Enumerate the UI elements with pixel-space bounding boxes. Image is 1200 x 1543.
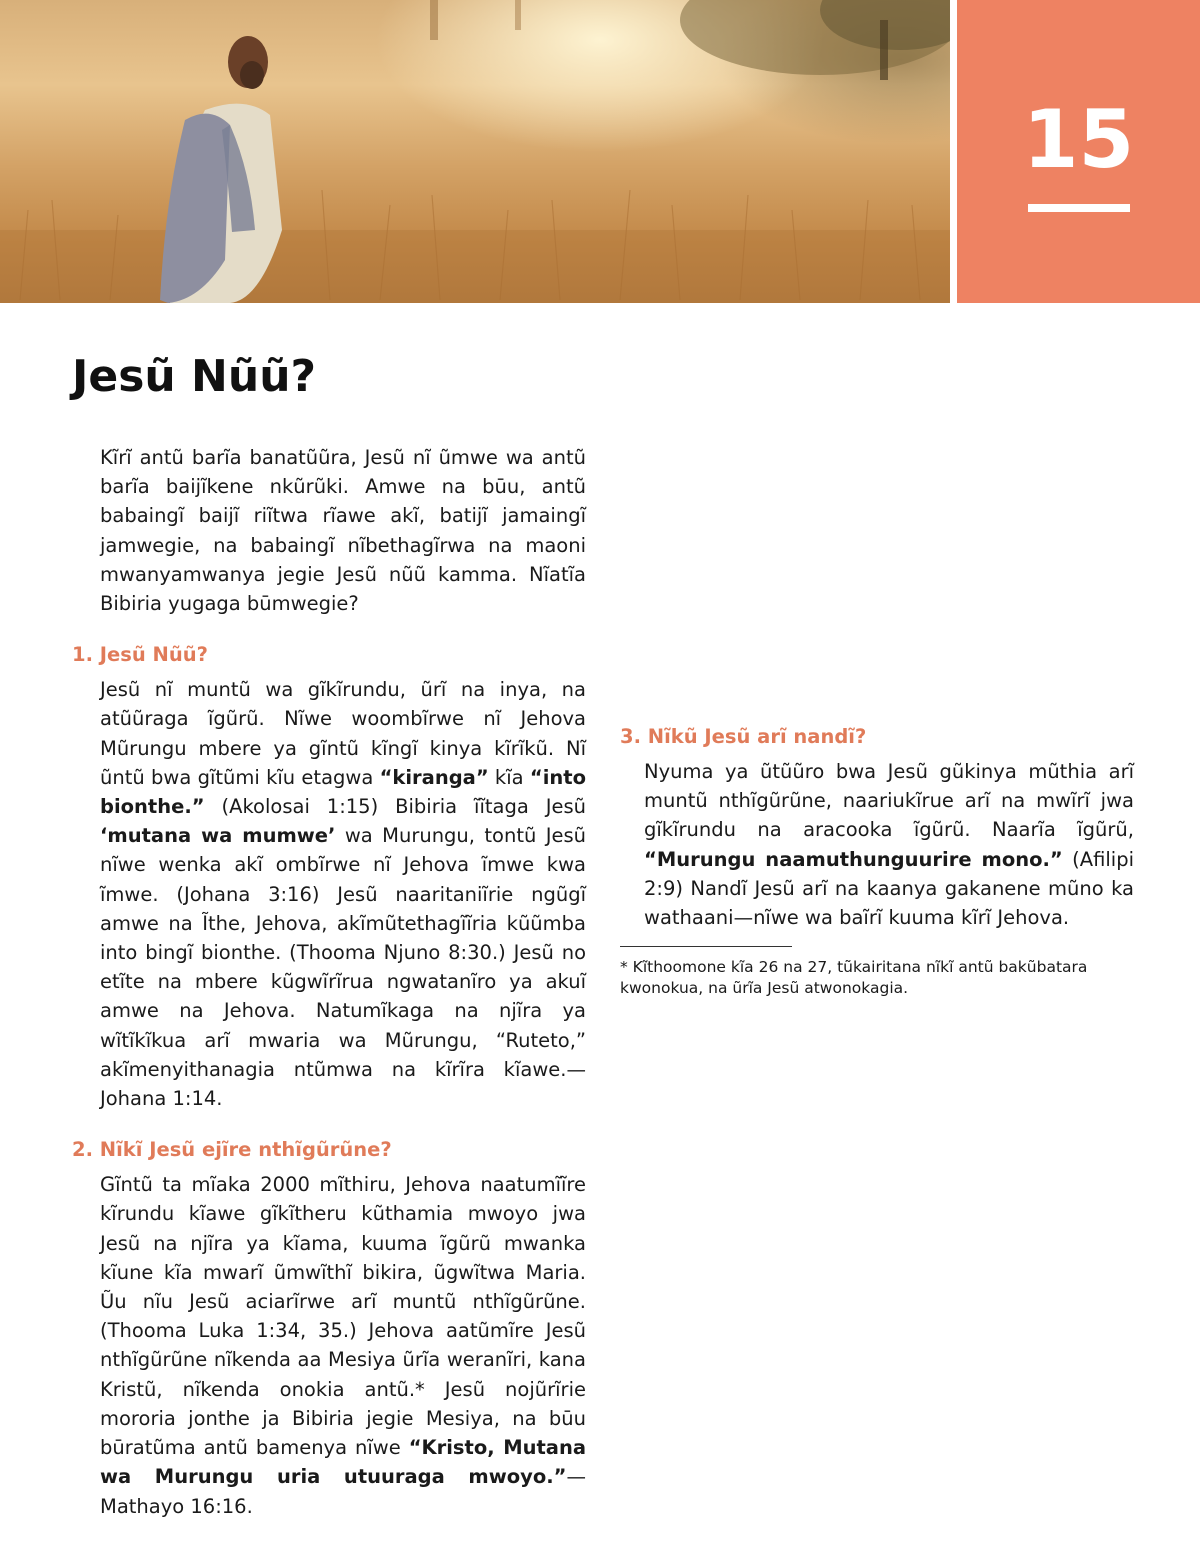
intro-paragraph: Kĩrĩ antũ barĩa banatũũra, Jesũ nĩ ũmwe wa antũ barĩa baijĩkene nkũrũki. Amwe na būu, antũ babaingĩ baijĩ riĩtwa rĩawe akĩ, batijĩ jamaingĩ jamwegie, na babaingĩ nĩbethagĩrwa na maoni mwanyamwanya jegie Jesũ nũũ kamma. Nĩatĩa Bibiria yugaga būmwegie? xyxy=(100,446,586,616)
chapter-number-box xyxy=(957,0,1200,303)
section-3-heading: 3. Nĩkũ Jesũ arĩ nandĩ? xyxy=(620,725,867,748)
section-2-tail: —Mathayo 16:16. xyxy=(100,1465,586,1518)
section-1-bold: ‘mutana wa mumwe’ xyxy=(100,824,336,848)
section-1-text: Jesũ nĩ muntũ wa gĩkĩrundu, ũrĩ na inya, na atũũraga ĩgũrũ. Nĩwe woombĩrwe nĩ Jehova Mũrungu mbere ya gĩntũ kĩngĩ kinya kĩrĩkũ. Nĩ ũntũ bwa gĩtũmi kĩu etagwa xyxy=(100,678,586,789)
footnote: * Kĩthoomone kĩa 26 na 27, tũkairitana nĩkĩ antũ bakũbatara kwonokua, na ũrĩa Jesũ atwonokagia. xyxy=(620,958,1088,998)
section-2-heading: 2. Nĩkĩ Jesũ ejĩre nthĩgũrũne? xyxy=(72,1138,392,1162)
section-3-text: Nyuma ya ũtũũro bwa Jesũ gũkinya mũthia arĩ muntũ nthĩgũrũne, naariukĩrue arĩ na mwĩrĩ jwa gĩkĩrundu na aracooka ĩgũrũ. Naarĩa ĩgũrũ, xyxy=(644,760,1134,842)
section-1-paragraph xyxy=(72,675,586,1113)
field-scene xyxy=(0,0,950,303)
walking-man-figure xyxy=(160,36,282,303)
footnote-divider xyxy=(620,946,792,947)
right-column-content xyxy=(620,700,1134,999)
section-1-text: wa Murungu, tontũ Jesũ nĩwe wenka akĩ ombĩrwe nĩ Jehova ĩmwe kwa ĩmwe. (Johana 3:16) Jesũ naaritaniĩrie ngũgĩ amwe na Ĩthe, Jehova, akĩmũtethagĩĩria kũũmba into bingĩ bionthe. (Thooma Njuno 8:30.) Jesũ no etĩte na mbere kũgwĩrĩrua ngwatanĩro ya akuĩ amwe na Jehova. Natumĩkaga na njĩra ya wĩtĩkĩkua arĩ mwaria wa Mũrungu, “Ruteto,” akĩmenyithanagia ntũmwa na kĩrĩra kĩawe.—Johana 1:14. xyxy=(100,824,586,1111)
section-1-text: kĩa xyxy=(488,765,530,789)
chapter-underline xyxy=(1028,204,1130,212)
section-1-heading: 1. Jesũ Nũũ? xyxy=(72,643,208,667)
section-1-bold: “kiranga” xyxy=(379,765,489,789)
section-2-paragraph xyxy=(72,1170,586,1520)
chapter-number: 15 xyxy=(1022,93,1135,186)
section-3-paragraph xyxy=(620,757,1134,932)
left-column xyxy=(72,443,586,1521)
section-1-bold: “into bionthe.” xyxy=(100,765,586,819)
section-3-text: (Afilipi 2:9) Nandĩ Jesũ arĩ na kaanya gakanene mũno ka wathaani—nĩwe wa baĩrĩ kuuma kĩrĩ Jehova. xyxy=(644,847,1135,930)
section-2-text: Gĩntũ ta mĩaka 2000 mĩthiru, Jehova naatumĩĩre kĩrundu kĩawe gĩkĩtheru kũthamia mwoyo jwa Jesũ na njĩra ya kĩama, kuuma ĩgũrũ mwanka kĩune kĩa mwarĩ ũmwĩthĩ bikira, ũgwĩtwa Maria. Ũu nĩu Jesũ aciarĩrwe arĩ muntũ nthĩgũrũne. (Thooma Luka 1:34, 35.) Jehova aatũmĩre Jesũ nthĩgũrũne nĩkenda aa Mesiya ũrĩa weranĩri, kana Kristũ, nĩkenda onokia antũ.* Jesũ nojũrĩrie mororia jonthe ja Bibiria jegie Mesiya, na būu būratũma antũ bamenya nĩwe xyxy=(100,1173,586,1460)
section-3-bold: “Murungu naamuthunguurire mono.” xyxy=(644,847,1063,871)
section-2-bold: “Kristo, Mutana wa Murungu uria utuuraga mwoyo.” xyxy=(100,1436,587,1489)
hero-image xyxy=(0,0,950,303)
section-1-text: (Akolosai 1:15) Bibiria ĩĩtaga Jesũ xyxy=(204,795,586,819)
page-title: Jesũ Nũũ? xyxy=(72,351,317,402)
